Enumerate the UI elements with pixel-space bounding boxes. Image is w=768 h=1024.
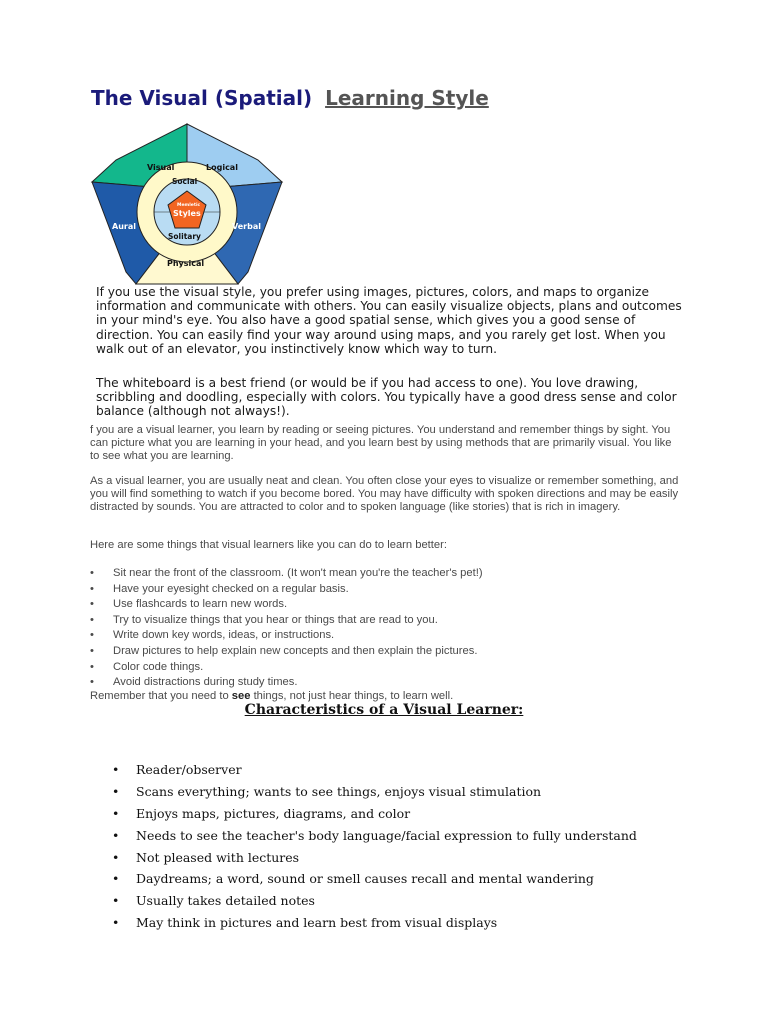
memletic-styles-diagram xyxy=(90,122,284,286)
list-item: • Draw pictures to help explain new concepts and then explain the pictures. xyxy=(90,644,478,657)
label-solitary: Solitary xyxy=(168,232,201,241)
list-item: • Use flashcards to learn new words. xyxy=(90,598,288,611)
label-physical: Physical xyxy=(167,259,205,268)
label-logical: Logical xyxy=(206,163,238,172)
characteristics-heading: Characteristics of a Visual Learner: xyxy=(244,702,524,718)
list-item: • Needs to see the teacher's body language/facial expression to fully understand xyxy=(112,827,637,843)
list-item: • May think in pictures and learn best from visual displays xyxy=(112,915,498,931)
learning-style-link[interactable]: Learning Style xyxy=(325,86,489,110)
list-item: • Daydreams; a word, sound or smell causes recall and mental wandering xyxy=(112,871,594,887)
list-item: • Usually takes detailed notes xyxy=(112,893,315,909)
intro-paragraph-2: The whiteboard is a best friend (or would be if you had access to one). You love drawing, scribbling and doodling, especially with colors. You typically have a good dress sense and color balance (although not always!). xyxy=(96,376,677,419)
list-item: • Sit near the front of the classroom. (It won't mean you're the teacher's pet!) xyxy=(90,567,483,579)
label-verbal: Verbal xyxy=(232,222,261,231)
label-memletic: Memletic xyxy=(177,203,201,208)
remember-note: Remember that you need to see things, not just hear things, to learn well. xyxy=(90,690,454,702)
list-item: • Avoid distractions during study times. xyxy=(90,676,298,689)
list-item: • Reader/observer xyxy=(112,762,242,777)
title-text: The Visual (Spatial) xyxy=(91,86,313,110)
list-item: • Not pleased with lectures xyxy=(112,849,300,865)
tips-list xyxy=(90,566,690,691)
label-aural: Aural xyxy=(112,222,136,231)
body-paragraph-3: Here are some things that visual learners like you can do to learn better: xyxy=(90,539,447,551)
list-item: • Color code things. xyxy=(90,660,204,673)
list-item: • Enjoys maps, pictures, diagrams, and color xyxy=(112,805,411,821)
label-social: Social xyxy=(172,177,198,186)
list-item: • Scans everything; wants to see things, enjoys visual stimulation xyxy=(112,783,542,799)
list-item: • Have your eyesight checked on a regular basis. xyxy=(90,582,349,595)
list-item: • Try to visualize things that you hear or things that are read to you. xyxy=(90,613,438,626)
body-paragraph-1: f you are a visual learner, you learn by reading or seeing pictures. You understand and remember things by sight. You can picture what you are learning in your head, and you learn best by using methods that are primarily visual. You like to see what you are learning. xyxy=(90,424,672,462)
body-paragraph-2: As a visual learner, you are usually neat and clean. You often close your eyes to visualize or remember something, and you will find something to watch if you become bored. You may have difficulty with spoken directions and may be easily distracted by sounds. You are attracted to color and to spoken language (like stories) that is rich in imagery. xyxy=(90,475,679,513)
page-title xyxy=(91,86,489,110)
label-styles: Styles xyxy=(173,209,201,218)
list-item: • Write down key words, ideas, or instructions. xyxy=(90,629,335,642)
characteristics-list xyxy=(112,759,637,934)
label-visual: Visual xyxy=(147,163,175,172)
intro-paragraph-1: If you use the visual style, you prefer using images, pictures, colors, and maps to organize information and communicate with others. You can easily visualize objects, plans and outcomes in your mind's eye. You also have a good spatial sense, which gives you a good sense of direction. You can easily find your way around using maps, and you rarely get lost. When you walk out of an elevator, you instinctively know which way to turn. xyxy=(96,285,682,356)
